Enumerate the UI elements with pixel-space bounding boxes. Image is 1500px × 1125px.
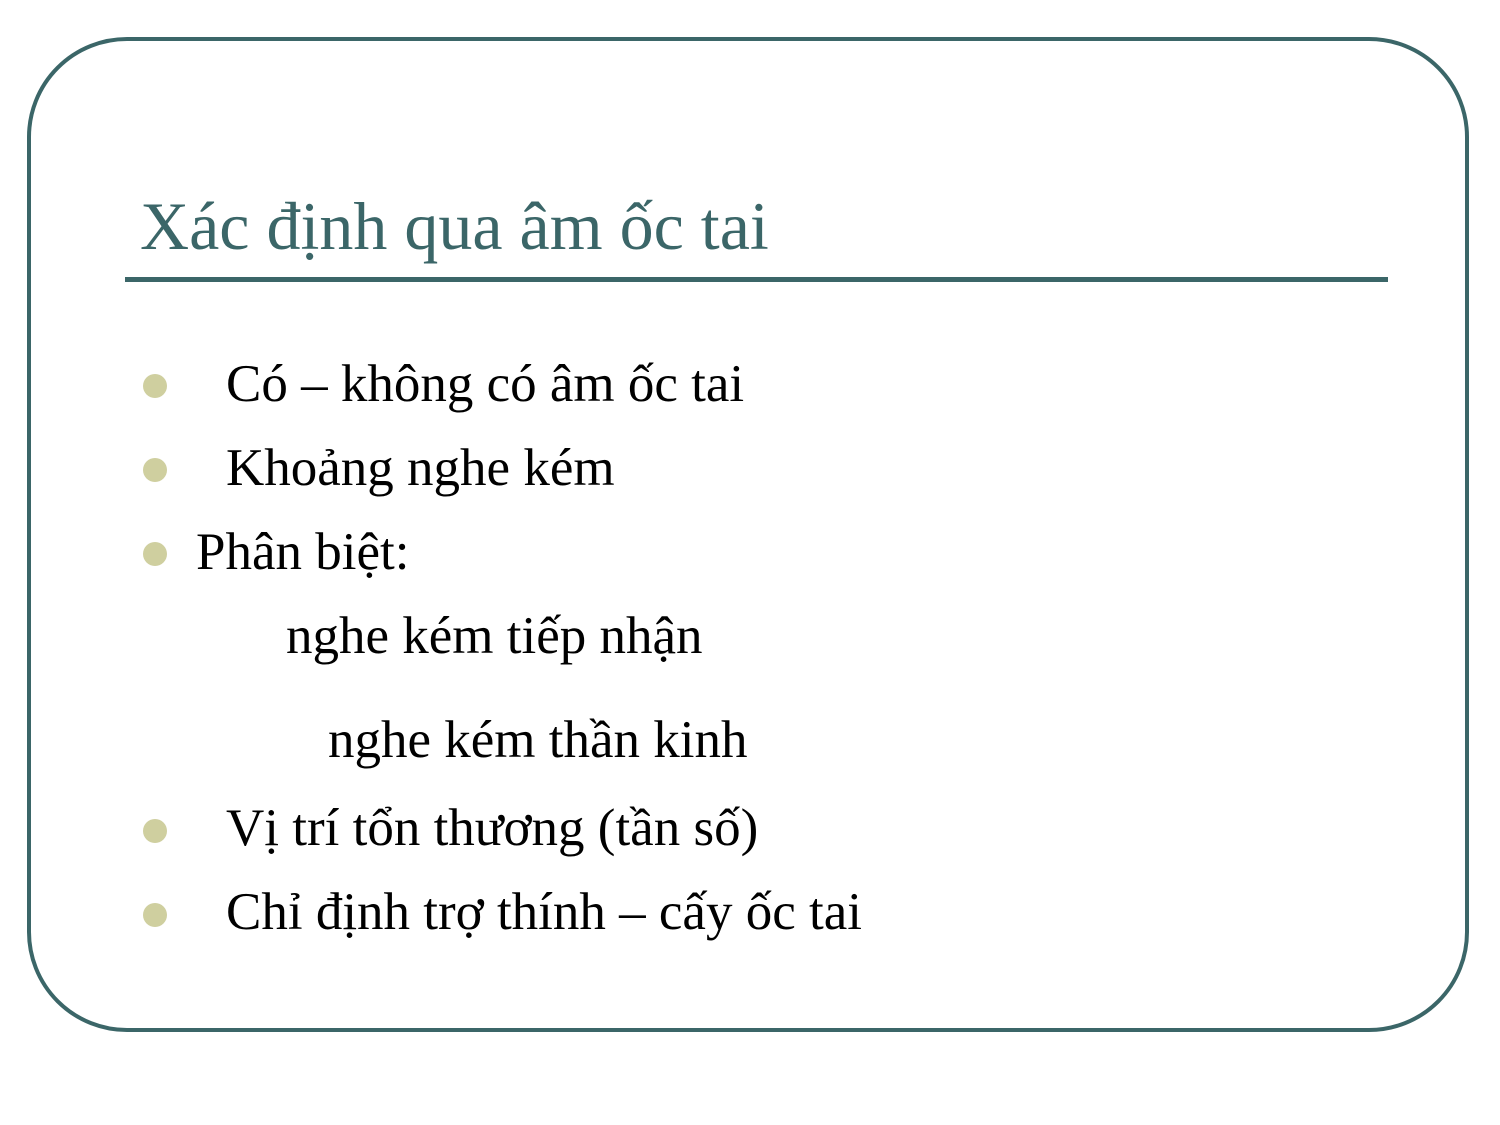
bullet-dot-icon <box>143 542 167 566</box>
sub-item: nghe kém tiếp nhận <box>286 607 703 665</box>
bullet-dot-icon <box>143 374 167 398</box>
title-underline <box>125 277 1388 282</box>
bullet-dot-icon <box>143 458 167 482</box>
bullet-item: Vị trí tổn thương (tần số) <box>226 799 759 857</box>
bullet-item: Phân biệt: <box>196 523 410 581</box>
bullet-dot-icon <box>143 903 167 927</box>
sub-item: nghe kém thần kinh <box>328 711 748 769</box>
bullet-dot-icon <box>143 819 167 843</box>
slide-title: Xác định qua âm ốc tai <box>140 188 769 264</box>
bullet-item: Có – không có âm ốc tai <box>226 355 745 413</box>
bullet-item: Khoảng nghe kém <box>226 439 615 497</box>
bullet-item: Chỉ định trợ thính – cấy ốc tai <box>226 883 862 941</box>
